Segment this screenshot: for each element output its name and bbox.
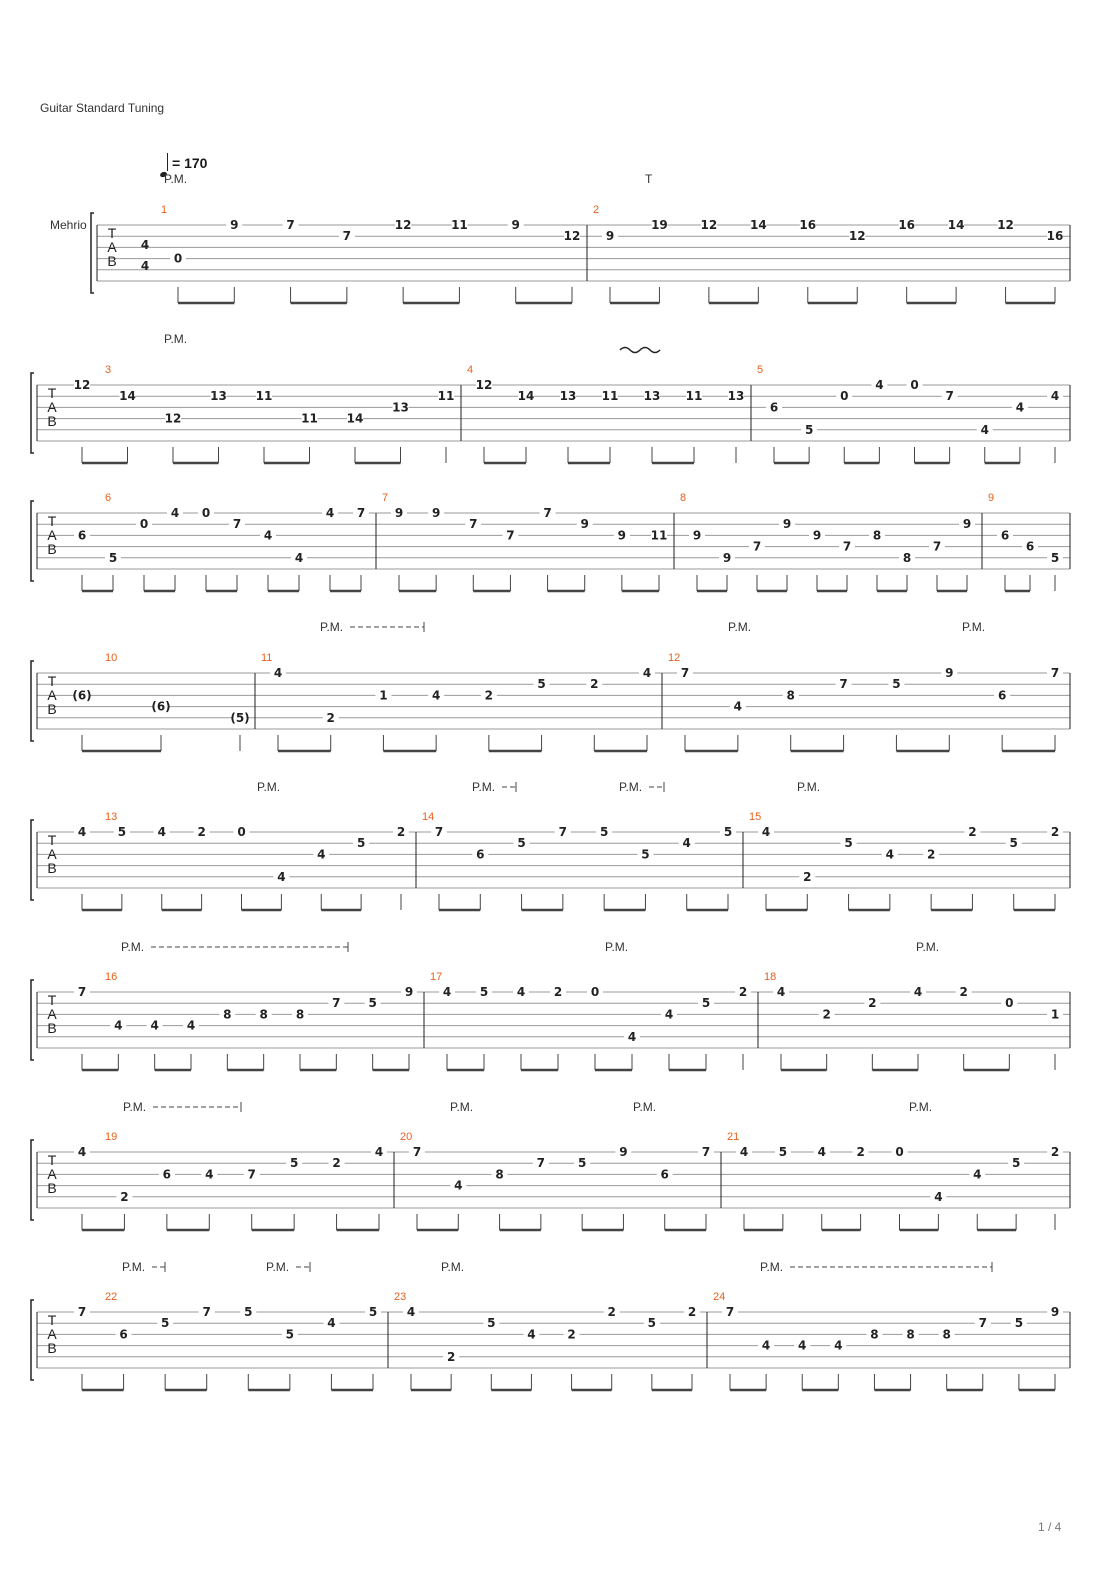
fret-number: 8 [259,1007,268,1022]
fret-number: 7 [469,517,478,532]
fret-number: 8 [295,1007,305,1022]
fret-number: 11 [301,411,318,426]
fret-number: 7 [558,825,568,839]
tab-clef-letter: B [47,1180,57,1196]
system-brace [31,501,34,581]
measure-number: 8 [680,492,687,504]
measure-number: 13 [105,811,118,823]
fret-number: 9 [580,517,589,532]
fret-number: 2 [567,1327,576,1342]
fret-number: 6 [476,847,485,862]
fret-number: 11 [650,528,668,543]
tempo-value: = 170 [172,155,208,171]
fret-number: 11 [437,389,455,404]
fret-number: (6) [151,699,171,714]
instrument-name: Mehrio [50,218,87,232]
fret-number: 5 [1009,836,1018,851]
fret-number: 5 [487,1316,496,1331]
fret-number: 5 [244,1305,253,1319]
fret-number: 13 [643,389,661,404]
fret-number: 0 [910,378,919,392]
tab-clef-letter: B [47,701,57,717]
fret-number: 9 [1050,1305,1060,1319]
fret-number: 4 [733,699,743,714]
fret-number: 4 [934,1189,943,1204]
tab-clef-letter: T [47,673,57,689]
fret-number: 16 [1046,229,1064,244]
tab-clef-letter: B [47,413,57,429]
tab-clef-letter: T [47,992,57,1008]
fret-number: 7 [77,1305,87,1319]
fret-number: 4 [150,1018,159,1033]
system-brace [31,1300,34,1380]
fret-number: 7 [1050,666,1060,680]
tab-clef-letter: A [47,1326,57,1342]
fret-number: 4 [1050,389,1060,404]
fret-number: 5 [108,550,118,565]
fret-number: 5 [701,996,711,1011]
fret-number: 6 [77,528,87,543]
fret-number: 6 [1000,528,1010,543]
measure-number: 11 [261,652,273,664]
fret-number: 2 [856,1145,865,1159]
fret-number: 6 [162,1167,172,1182]
fret-number: 9 [692,528,702,543]
palm-mute-label: P.M. [633,1100,657,1114]
fret-number: 2 [120,1189,129,1204]
fret-number: 7 [945,389,954,404]
tab-clef-letter: B [47,541,57,557]
measure-number: 18 [764,971,777,983]
palm-mute-label: P.M. [962,620,986,634]
fret-number: 7 [342,229,352,244]
fret-number: 2 [446,1349,456,1364]
measure-number: 7 [382,492,389,504]
fret-number: 4 [516,985,526,999]
fret-number: 0 [840,389,849,404]
palm-mute-label: P.M. [450,1100,474,1114]
fret-number: 5 [160,1316,170,1331]
fret-number: 2 [326,710,335,725]
fret-number: 4 [327,1316,336,1331]
fret-number: 4 [739,1145,749,1159]
fret-number: 14 [517,389,535,404]
fret-number: 9 [722,550,732,565]
fret-number: 1 [379,688,388,703]
palm-mute-label: P.M. [472,780,496,794]
fret-number: 9 [812,528,822,543]
fret-number: 14 [947,218,965,232]
fret-number: 2 [968,825,977,839]
palm-mute-label: P.M. [909,1100,933,1114]
palm-mute-label: P.M. [916,940,940,954]
fret-number: 9 [394,506,404,520]
measure-number: 16 [105,971,118,983]
fret-number: 5 [479,985,489,999]
fret-number: 0 [237,825,246,839]
fret-number: 6 [769,400,779,415]
fret-number: 4 [980,422,989,437]
fret-number: 11 [601,389,619,404]
tab-clef-letter: B [47,1340,57,1356]
tab-clef-letter: T [47,832,57,848]
system-brace [31,373,34,453]
palm-mute-label: P.M. [164,332,188,346]
measure-number: 14 [422,811,435,823]
fret-number: 14 [119,389,136,404]
measure-number: 22 [105,1291,118,1303]
fret-number: 0 [201,506,211,520]
palm-mute-label: P.M. [123,1100,147,1114]
fret-number: 4 [114,1018,123,1033]
tap-label: T [645,172,653,186]
fret-number: 5 [804,422,814,437]
fret-number: 4 [205,1167,214,1182]
fret-number: 9 [404,985,414,999]
fret-number: 0 [173,251,183,266]
fret-number: 7 [332,996,341,1011]
fret-number: 7 [536,1156,546,1171]
fret-number: 8 [495,1167,504,1182]
fret-number: 7 [701,1145,711,1159]
fret-number: 12 [475,378,493,392]
fret-number: 5 [577,1156,587,1171]
fret-number: 7 [543,506,552,520]
fret-number: 4 [664,1007,674,1022]
fret-number: 4 [875,378,884,392]
fret-number: 5 [778,1145,788,1159]
measure-number: 23 [394,1291,407,1303]
measure-number: 10 [105,652,118,664]
fret-number: 2 [868,996,877,1011]
fret-number: 6 [119,1327,128,1342]
fret-number: 7 [412,1145,422,1159]
fret-number: 11 [685,389,703,404]
fret-number: 4 [885,847,895,862]
fret-number: 7 [434,825,444,839]
time-signature-bottom: 4 [140,259,150,273]
fret-number: 5 [599,825,609,839]
fret-number: 4 [1015,400,1025,415]
fret-number: 4 [263,528,273,543]
fret-number: 2 [396,825,406,839]
fret-number: 7 [356,506,366,520]
fret-number: 4 [406,1305,416,1319]
fret-number: 16 [799,218,817,232]
fret-number: 4 [277,869,286,884]
fret-number: 8 [786,688,795,703]
tab-clef-letter: A [47,399,57,415]
fret-number: 4 [273,666,283,680]
tab-clef-letter: T [47,513,57,529]
fret-number: 2 [197,825,206,839]
fret-number: (6) [72,688,92,703]
fret-number: 14 [749,218,767,232]
tab-clef-letter: A [47,846,57,862]
fret-number: 4 [817,1145,826,1159]
palm-mute-label: P.M. [619,780,643,794]
fret-number: 2 [590,677,599,692]
fret-number: 12 [700,218,718,232]
fret-number: 8 [872,528,882,543]
fret-number: 2 [607,1305,616,1319]
fret-number: 9 [945,666,954,680]
tab-clef-letter: T [47,1312,57,1328]
fret-number: 0 [590,985,600,999]
fret-number: 12 [394,218,412,232]
fret-number: 12 [997,218,1014,232]
fret-number: 7 [286,218,295,232]
palm-mute-label: P.M. [728,620,752,634]
fret-number: 7 [842,539,852,554]
fret-number: 2 [803,869,812,884]
fret-number: 5 [1011,1156,1021,1171]
fret-number: 4 [454,1178,463,1193]
measure-number: 2 [593,204,600,216]
fret-number: 5 [517,836,526,851]
fret-number: 9 [511,218,520,232]
system-brace [31,1140,34,1220]
fret-number: 6 [660,1167,669,1182]
fret-number: 4 [834,1338,843,1353]
fret-number: 4 [776,985,786,999]
fret-number: 12 [563,229,581,244]
palm-mute-label: P.M. [122,1260,146,1274]
measure-number: 20 [400,1131,413,1143]
fret-number: 4 [157,825,166,839]
fret-number: 4 [186,1018,196,1033]
palm-mute-label: P.M. [320,620,344,634]
measure-number: 15 [749,811,762,823]
measure-number: 24 [713,1291,726,1303]
fret-number: 5 [537,677,546,692]
fret-number: 2 [738,985,748,999]
palm-mute-label: P.M. [257,780,281,794]
tab-clef-letter: T [47,1152,57,1168]
fret-number: 5 [844,836,853,851]
fret-number: 5 [368,996,377,1011]
palm-mute-label: P.M. [266,1260,290,1274]
measure-number: 5 [757,364,764,376]
fret-number: 5 [1014,1316,1024,1331]
fret-number: 5 [647,1316,657,1331]
tab-clef-letter: A [47,1006,57,1022]
fret-number: 0 [1005,996,1014,1011]
fret-number: 9 [962,517,972,532]
fret-number: 16 [898,218,916,232]
fret-number: 4 [431,688,441,703]
system-brace [31,661,34,741]
fret-number: 5 [356,836,366,851]
fret-number: 7 [725,1305,735,1319]
fret-number: 5 [723,825,733,839]
fret-number: 11 [451,218,468,232]
fret-number: 7 [680,666,690,680]
vibrato-icon [620,348,660,353]
tab-clef-letter: B [47,1020,57,1036]
fret-number: 13 [210,389,227,404]
fret-number: 13 [392,400,409,415]
fret-number: 7 [202,1305,211,1319]
fret-number: 6 [1025,539,1035,554]
fret-number: 2 [959,985,968,999]
fret-number: 9 [605,229,615,244]
measure-number: 12 [668,652,681,664]
fret-number: 7 [77,985,87,999]
fret-number: 4 [761,825,771,839]
tab-clef-letter: B [107,253,117,269]
fret-number: (5) [230,710,250,725]
fret-number: 5 [117,825,127,839]
measure-number: 3 [105,364,112,376]
fret-number: 2 [822,1007,831,1022]
fret-number: 12 [848,229,866,244]
system-brace [31,820,34,900]
fret-number: 11 [255,389,273,404]
tab-clef-letter: A [107,239,117,255]
measure-number: 6 [105,492,112,504]
fret-number: 12 [164,411,182,426]
fret-number: 4 [325,506,335,520]
fret-number: 4 [761,1338,771,1353]
fret-number: 9 [782,517,792,532]
page-number: 1 / 4 [1038,1520,1062,1534]
fret-number: 8 [902,550,912,565]
fret-number: 4 [374,1145,384,1159]
fret-number: 8 [942,1327,951,1342]
palm-mute-label: P.M. [797,780,821,794]
fret-number: 4 [798,1338,807,1353]
fret-number: 5 [641,847,650,862]
palm-mute-label: P.M. [605,940,629,954]
fret-number: 5 [1050,550,1060,565]
fret-number: 4 [442,985,452,999]
fret-number: 14 [346,411,364,426]
fret-number: 0 [895,1145,904,1159]
fret-number: 7 [978,1316,987,1331]
fret-number: 2 [553,985,563,999]
fret-number: 4 [642,666,652,680]
fret-number: 7 [839,677,848,692]
fret-number: 4 [317,847,326,862]
fret-number: 4 [170,506,180,520]
fret-number: 7 [932,539,942,554]
palm-mute-label: P.M. [121,940,145,954]
fret-number: 8 [223,1007,232,1022]
fret-number: 4 [973,1167,982,1182]
measure-number: 9 [988,492,995,504]
fret-number: 5 [289,1156,299,1171]
tab-clef-letter: T [107,225,117,241]
fret-number: 8 [906,1327,915,1342]
fret-number: 5 [285,1327,295,1342]
fret-number: 5 [892,677,901,692]
fret-number: 4 [77,1145,87,1159]
tab-clef-letter: A [47,527,57,543]
system-brace [31,980,34,1060]
fret-number: 2 [1050,825,1060,839]
palm-mute-label: P.M. [760,1260,784,1274]
fret-number: 0 [139,517,149,532]
fret-number: 13 [727,389,745,404]
tuning-label: Guitar Standard Tuning [40,101,165,115]
measure-number: 21 [727,1131,740,1143]
fret-number: 2 [332,1156,341,1171]
tab-clef-letter: B [47,860,57,876]
fret-number: 12 [73,378,91,392]
palm-mute-label: P.M. [441,1260,465,1274]
measure-number: 17 [430,971,443,983]
fret-number: 2 [687,1305,697,1319]
fret-number: 7 [247,1167,256,1182]
fret-number: 4 [627,1029,637,1044]
time-signature-top: 4 [140,238,150,252]
measure-number: 19 [105,1131,118,1143]
fret-number: 4 [527,1327,536,1342]
fret-number: 9 [431,506,441,520]
fret-number: 2 [1050,1145,1060,1159]
fret-number: 4 [682,836,691,851]
fret-number: 2 [484,688,494,703]
fret-number: 8 [870,1327,879,1342]
tab-clef-letter: T [47,385,57,401]
palm-mute-label: P.M. [164,172,188,186]
fret-number: 9 [617,528,627,543]
fret-number: 13 [559,389,577,404]
fret-number: 4 [77,825,87,839]
fret-number: 2 [926,847,936,862]
tab-clef-letter: A [47,687,57,703]
fret-number: 1 [1050,1007,1060,1022]
measure-number: 4 [467,364,474,376]
fret-number: 7 [232,517,242,532]
fret-number: 5 [368,1305,378,1319]
tab-clef-letter: A [47,1166,57,1182]
fret-number: 9 [619,1145,628,1159]
measure-number: 1 [161,204,168,216]
fret-number: 7 [752,539,762,554]
fret-number: 4 [294,550,304,565]
fret-number: 19 [651,218,668,232]
fret-number: 4 [913,985,923,999]
fret-number: 7 [506,528,515,543]
fret-number: 6 [997,688,1007,703]
fret-number: 9 [230,218,239,232]
